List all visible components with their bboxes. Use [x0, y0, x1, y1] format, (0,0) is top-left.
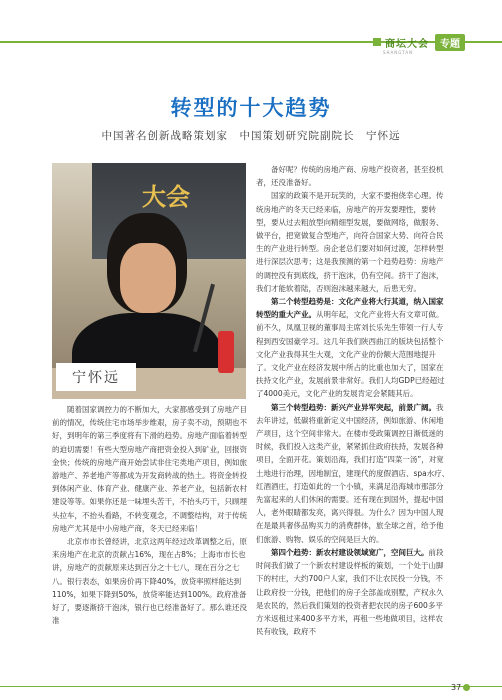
- paragraph: [256, 163, 450, 189]
- paragraph-text: 前段时间我们做了一个新农村建设样板的策划，一个处于山脚下的村庄，大约700户人家，我们不让农民投一分钱，不让政府投一分钱，把他们的房子全部盖成别墅，产权永久是农民的，然后我们策划的投资者把农民的房子600多平方米返租过来400多平方米，再租一些地做项目，这样农民有收钱，政府不: [256, 547, 444, 637]
- paragraph: [256, 189, 450, 295]
- paragraph-text: 备好呢？传统的房地产商、房地产投资者，甚至投机者，还没准备好。: [256, 165, 444, 188]
- drink-bottle: [218, 331, 234, 373]
- paragraph-text: 从明年起，文化产业将大有文章可做。前不久，凤凰卫视的董事局主席刘长乐先生带领一行人专程到西安国豪学习。这几年我们陕西曲江的版块包括整个文化产业我得其生大观，文化产业的份额大范围地提升了。文化产业在经济发展中所占的比重也加大了，国家在扶持文化产业，发展前景非常好。我们人均GDP已经超过了4000美元，文化产业的发展肯定会紧随其后。: [256, 310, 445, 399]
- section-name-en: SHANGTAN: [383, 50, 414, 55]
- paragraph-text: 我去年讲过，低碳将重新定义中国经济，例如旅游、休闲地产项目，这个空间非常大。在楼市受政策调控日渐低迷的时候，我们投入这类产业，紧紧抓住政府扶持，发展各种项目，全面开花。策划沿海，我们打造“四菜一汤”，对宽土地进行治理，因地制宜，建现代的度假酒店、spa水疗、红酒酒庄，打造如此的一个小镇，来满足沿海城市那部分先富起来的人们休闲的需要。还有现在到国外，提起中国人，老外眼睛都发亮，离兴得很。为什么？因为中国人现在是最具奢侈品购买力的消费群体，旅全球之首，给予他们旅游、购物、娱乐的空间是巨大的。: [256, 402, 450, 544]
- paragraph: [256, 295, 450, 401]
- article-title: 转型的十大趋势: [170, 95, 332, 120]
- section-tag: [373, 35, 465, 49]
- section-name: 商坛大会: [385, 38, 429, 50]
- body-column-right: [256, 163, 450, 638]
- footer-rule: [0, 686, 502, 687]
- paragraph: 北京市市长曾经讲，北京这两年经过改革调整之后，原来房地产在北京的贡献占16%，现在占8%；上海市市长也讲，房地产的贡献原来达到百分之十七八，现在百分之七八。银行表态，如果房价再下降40%，放贷率照样能达到110%，如果下降到50%，放贷率能达到100%。政府准备好了，要逐渐挤干泡沫，银行也已经准备好了。那么谁还没准: [52, 537, 247, 626]
- column-tag: 专题: [435, 34, 465, 51]
- trend-heading: 第三个转型趋势：新兴产业异军突起，前景广阔。: [271, 402, 436, 412]
- trend-heading: 第四个趋势：新农村建设领域宽广，空间巨大。: [271, 547, 429, 557]
- section-marker-icon: [373, 38, 381, 46]
- nameplate: 宁怀远: [56, 363, 136, 391]
- paragraph-text: 国家的政策不是开玩笑的，大家不要抱侥幸心理。传统房地产的冬天已经来临，房地产的开发要理性，要转型，要从过去粗放型向精细型发展，要做网络，做服务、做平台，把宽做复合型地产，向符合国家大势、向符合民生的产业进行转型。房企老总们要对如何过渡，怎样转型进行深层次思考；这是我预测的第一个趋势趋势：房地产的调控没有到底线，挤干泡沫，仍有空间。挤干了泡沫，我们才能软着陆，否则泡沫越来越大，后患无穷。: [256, 191, 444, 293]
- body-column-left: [52, 403, 248, 627]
- page-dot-icon: [463, 684, 470, 691]
- page-number-text: 37: [451, 683, 462, 692]
- speaker-photo: [52, 163, 246, 399]
- paragraph: [256, 401, 450, 546]
- paragraph: 随着国家调控力的不断加大，大家都感受到了房地产目前的情况，传统住宅市场举步维艰，房子卖不动，预期也不好，到明年的第三季度将有下滑的趋势。房地产面临着转型的迫切需要！有些大型房地产商把资金投入到矿业，回报资金快；传统的房地产商开始尝试非住宅类地产项目，例如旅游地产、养老地产等都成为开发商转战的热土。将资金转投到体闲产业、体育产业、健康产业、养老产业，包括新农村建设等等。如果你还是一味埋头苦干，不抬头巧干，只顾埋头拉车，不抬头看路，不转变观念，不调整结构，对于传统房地产尤其是中小房地产商，冬天已经来临！: [52, 405, 247, 533]
- paragraph: [256, 546, 450, 638]
- photo-banner: 大会: [92, 163, 246, 259]
- trend-heading: 第二个转型趋势是：文化产业将大行其道，纳入国家转型的重大产业。: [256, 297, 444, 320]
- speaker-face: [120, 243, 176, 313]
- author-byline: 中国著名创新战略策划家 中国策划研究院副院长 宁怀远: [101, 130, 401, 142]
- page-number: [451, 683, 470, 692]
